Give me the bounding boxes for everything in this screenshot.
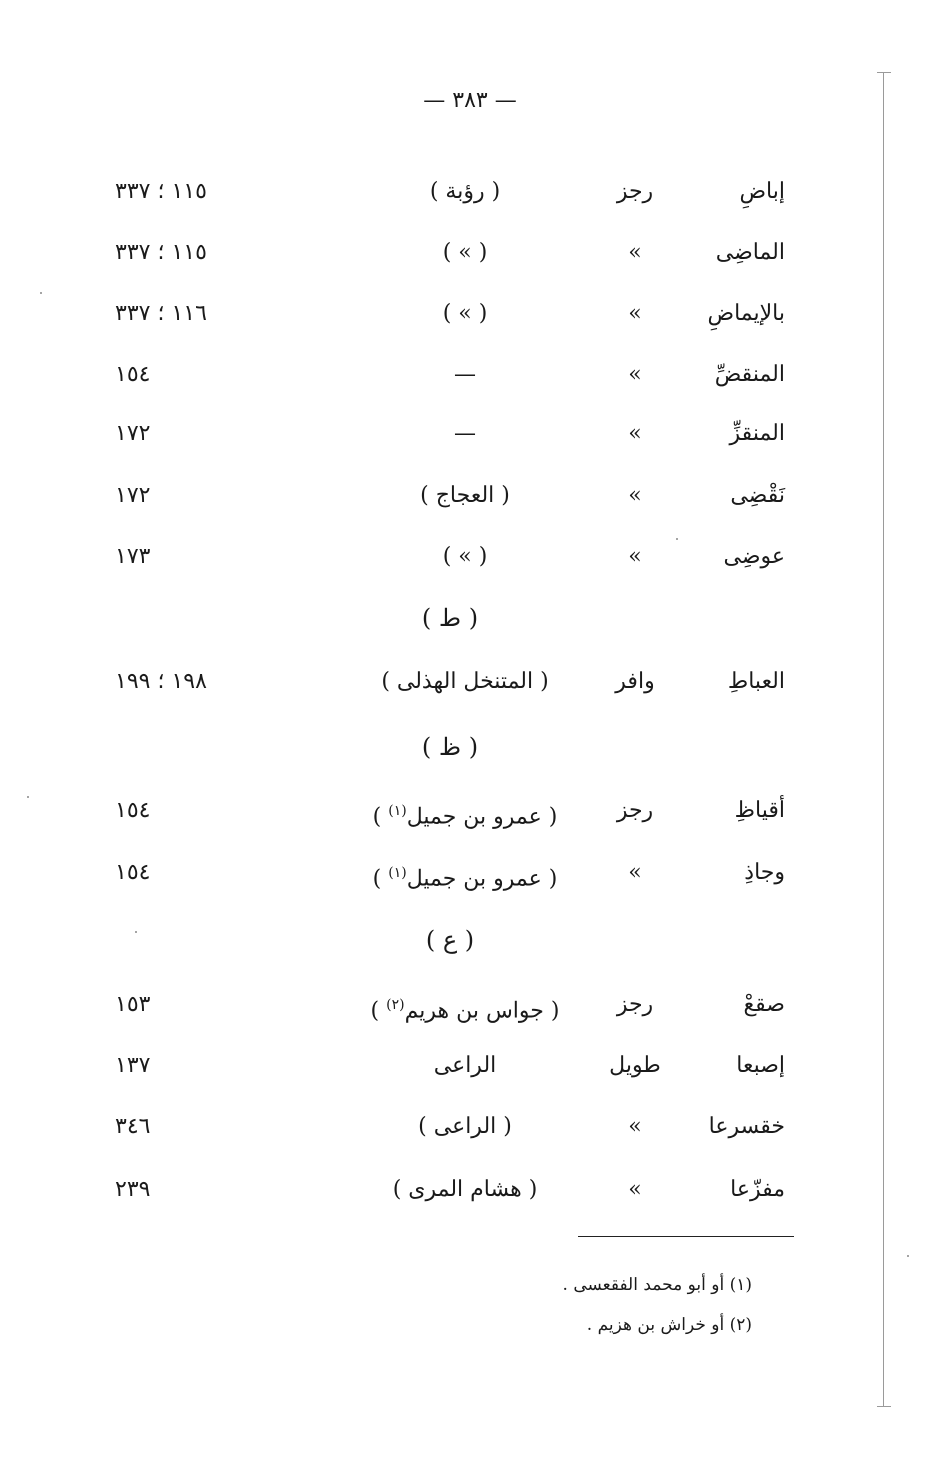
- footnote-marker: (١): [388, 803, 407, 819]
- poet: —: [454, 421, 476, 446]
- meter: وافر: [615, 669, 655, 694]
- poet: ( العجاج ): [420, 483, 510, 508]
- footnote-marker: (٢): [386, 997, 405, 1013]
- page-refs: ١٥٤: [115, 362, 151, 387]
- speck: [907, 1255, 909, 1257]
- page-refs: ٢٣٩: [115, 1177, 151, 1202]
- rhyme-word: إباضِ: [739, 179, 785, 204]
- footnote-marker: (١): [388, 865, 407, 881]
- meter: »: [628, 421, 642, 446]
- rhyme-word: إصبعا: [736, 1053, 785, 1078]
- footnote-rule: [578, 1236, 794, 1237]
- rhyme-word: خقسرعا: [708, 1114, 785, 1139]
- rhyme-word: بالإيماضِ: [707, 301, 785, 326]
- page-refs: ١٥٣: [115, 992, 151, 1017]
- poet: ( » ): [442, 301, 488, 326]
- poet: [280, 853, 650, 899]
- meter: »: [628, 1177, 642, 1202]
- page-refs: ١١٦ ؛ ٣٣٧: [115, 301, 207, 326]
- rhyme-word: مفزّعا: [730, 1177, 785, 1202]
- index-row: [0, 414, 940, 454]
- meter: »: [628, 860, 642, 885]
- index-row: [0, 1107, 940, 1147]
- index-row: [0, 537, 940, 577]
- margin-tick: [877, 1406, 891, 1407]
- meter: رجز: [616, 992, 654, 1017]
- poet: [280, 985, 650, 1031]
- index-row: [0, 233, 940, 273]
- poet: ( المتنخل الهذلى ): [381, 669, 549, 694]
- meter: طويل: [609, 1053, 661, 1078]
- page-refs: ١٧٢: [115, 483, 151, 508]
- meter: »: [628, 240, 642, 265]
- poet-close: ): [370, 998, 387, 1024]
- meter: »: [628, 1114, 642, 1139]
- section-heading-za: ( ظ ): [421, 733, 479, 761]
- meter: رجز: [616, 798, 654, 823]
- index-row: [0, 1046, 940, 1086]
- index-row: [0, 662, 940, 702]
- poet: ( » ): [442, 240, 488, 265]
- poet: الراعى: [433, 1053, 497, 1078]
- poet: [280, 791, 650, 837]
- poet-name: ( عمرو بن جميل: [406, 804, 558, 830]
- section-heading-ayn: ( ع ): [425, 926, 475, 954]
- section-heading-ta: ( ط ): [421, 604, 479, 632]
- index-row: [0, 355, 940, 395]
- page-refs: ٣٤٦: [115, 1114, 151, 1139]
- page-refs: ١١٥ ؛ ٣٣٧: [115, 179, 207, 204]
- poet: ( الراعى ): [418, 1114, 512, 1139]
- page-refs: ١٧٣: [115, 544, 151, 569]
- page-refs: ١٥٤: [115, 860, 151, 885]
- index-row: [0, 985, 940, 1025]
- poet: ( » ): [442, 544, 488, 569]
- footnote: (١) أو أبو محمد الفقعسى .: [562, 1275, 752, 1295]
- index-row: [0, 294, 940, 334]
- poet-name: ( عمرو بن جميل: [406, 866, 558, 892]
- page-number: — ٣٨٣ —: [423, 88, 517, 113]
- meter: »: [628, 544, 642, 569]
- meter: »: [628, 483, 642, 508]
- poet: —: [454, 362, 476, 387]
- poet-name: ( جواس بن هريم: [404, 998, 560, 1024]
- page-refs: ١١٥ ؛ ٣٣٧: [115, 240, 207, 265]
- page-refs: ١٧٢: [115, 421, 151, 446]
- rhyme-word: المنقضِّ: [714, 362, 785, 387]
- rhyme-word: أقياظِ: [734, 798, 785, 823]
- rhyme-word: العباطِ: [727, 669, 785, 694]
- poet-close: ): [372, 866, 389, 892]
- poet-close: ): [372, 804, 389, 830]
- rhyme-word: نَقْضِى: [730, 483, 785, 508]
- meter: »: [628, 301, 642, 326]
- index-row: [0, 853, 940, 893]
- margin-tick: [877, 72, 891, 73]
- index-row: [0, 1170, 940, 1210]
- meter: رجز: [616, 179, 654, 204]
- page-refs: ١٣٧: [115, 1053, 151, 1078]
- rhyme-word: عوضِى: [723, 544, 785, 569]
- footnote: (٢) أو خراش بن هزيم .: [586, 1315, 752, 1335]
- poet: ( رؤبة ): [429, 179, 501, 204]
- index-row: [0, 476, 940, 516]
- rhyme-word: صقعْ: [743, 992, 785, 1017]
- meter: »: [628, 362, 642, 387]
- rhyme-word: المنقزِّ: [729, 421, 785, 446]
- index-row: [0, 791, 940, 831]
- poet: ( هشام المرى ): [392, 1177, 538, 1202]
- rhyme-word: الماضِى: [715, 240, 785, 265]
- page-refs: ١٥٤: [115, 798, 151, 823]
- rhyme-word: وجاذِ: [744, 860, 785, 885]
- index-row: [0, 172, 940, 212]
- page-refs: ١٩٨ ؛ ١٩٩: [115, 669, 207, 694]
